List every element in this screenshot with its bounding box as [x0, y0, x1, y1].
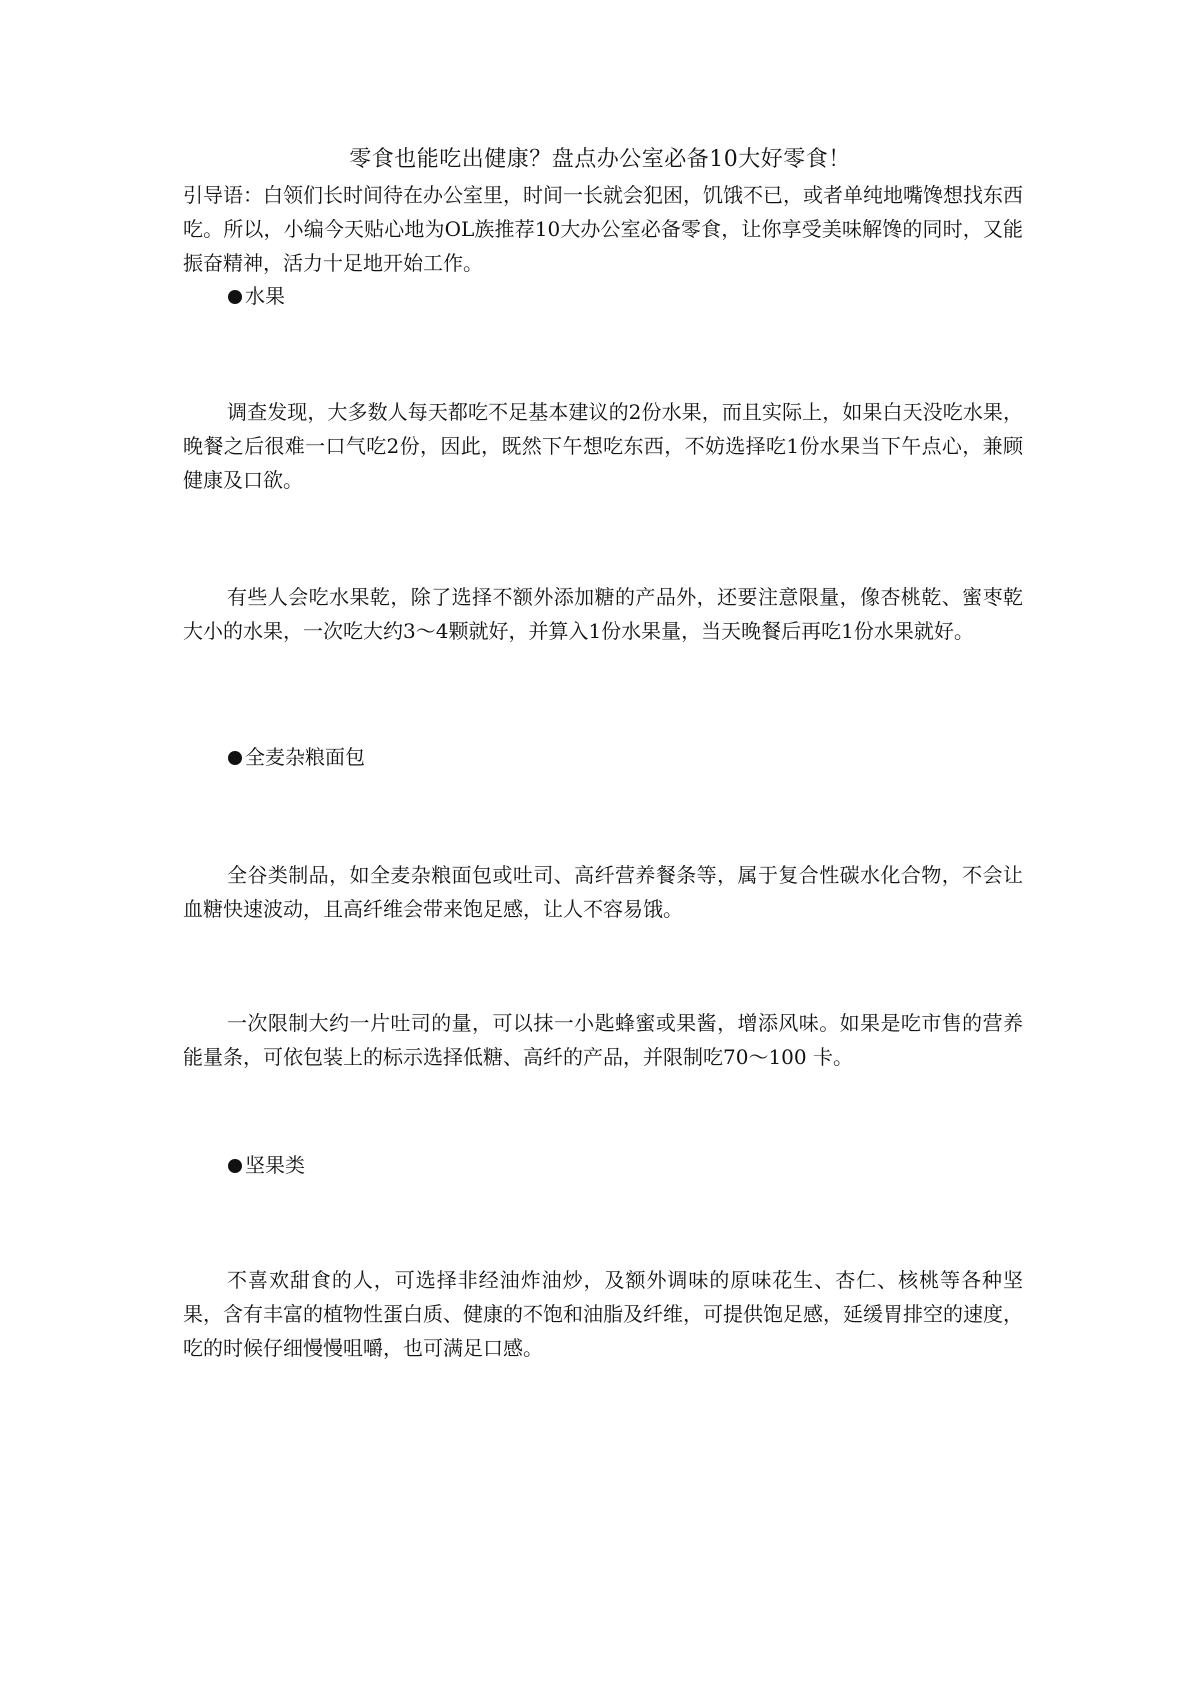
- section-heading-nuts: [228, 1150, 305, 1180]
- intro-paragraph: 引导语：白领们长时间待在办公室里，时间一长就会犯困，饥饿不已，或者单纯地嘴馋想找东西吃。所以，小编今天贴心地为OL族推荐10大办公室必备零食，让你享受美味解馋的同时，又能振奋精神，活力十足地开始工作。: [183, 183, 1023, 275]
- bullet-icon: [228, 751, 242, 765]
- section-heading-wholewheat-bread: [228, 742, 365, 772]
- section-heading-label: 全麦杂粮面包: [245, 745, 365, 769]
- section-heading-label: 水果: [245, 284, 285, 308]
- section-heading-fruit: [228, 281, 285, 311]
- bullet-icon: [228, 1159, 242, 1173]
- section-heading-label: 坚果类: [245, 1153, 305, 1177]
- body-paragraph: 全谷类制品，如全麦杂粮面包或吐司、高纤营养餐条等，属于复合性碳水化合物，不会让血糖快速波动，且高纤维会带来饱足感，让人不容易饿。: [183, 863, 1023, 921]
- bullet-icon: [228, 290, 242, 304]
- body-paragraph: 一次限制大约一片吐司的量，可以抹一小匙蜂蜜或果酱，增添风味。如果是吃市售的营养能量条，可依包装上的标示选择低糖、高纤的产品，并限制吃70～100 卡。: [183, 1011, 1023, 1069]
- body-paragraph: 调查发现，大多数人每天都吃不足基本建议的2份水果，而且实际上，如果白天没吃水果，晚餐之后很难一口气吃2份，因此，既然下午想吃东西，不妨选择吃1份水果当下午点心，兼顾健康及口欲。: [183, 400, 1023, 492]
- document-title: 零食也能吃出健康？盘点办公室必备10大好零食！: [349, 147, 851, 172]
- body-paragraph: 有些人会吃水果乾，除了选择不额外添加糖的产品外，还要注意限量，像杏桃乾、蜜枣乾大小的水果，一次吃大约3～4颗就好，并算入1份水果量，当天晚餐后再吃1份水果就好。: [183, 585, 1023, 643]
- body-paragraph: 不喜欢甜食的人，可选择非经油炸油炒，及额外调味的原味花生、杏仁、核桃等各种坚果，含有丰富的植物性蛋白质、健康的不饱和油脂及纤维，可提供饱足感，延缓胃排空的速度，吃的时候仔细慢慢咀嚼，也可满足口感。: [183, 1268, 1023, 1360]
